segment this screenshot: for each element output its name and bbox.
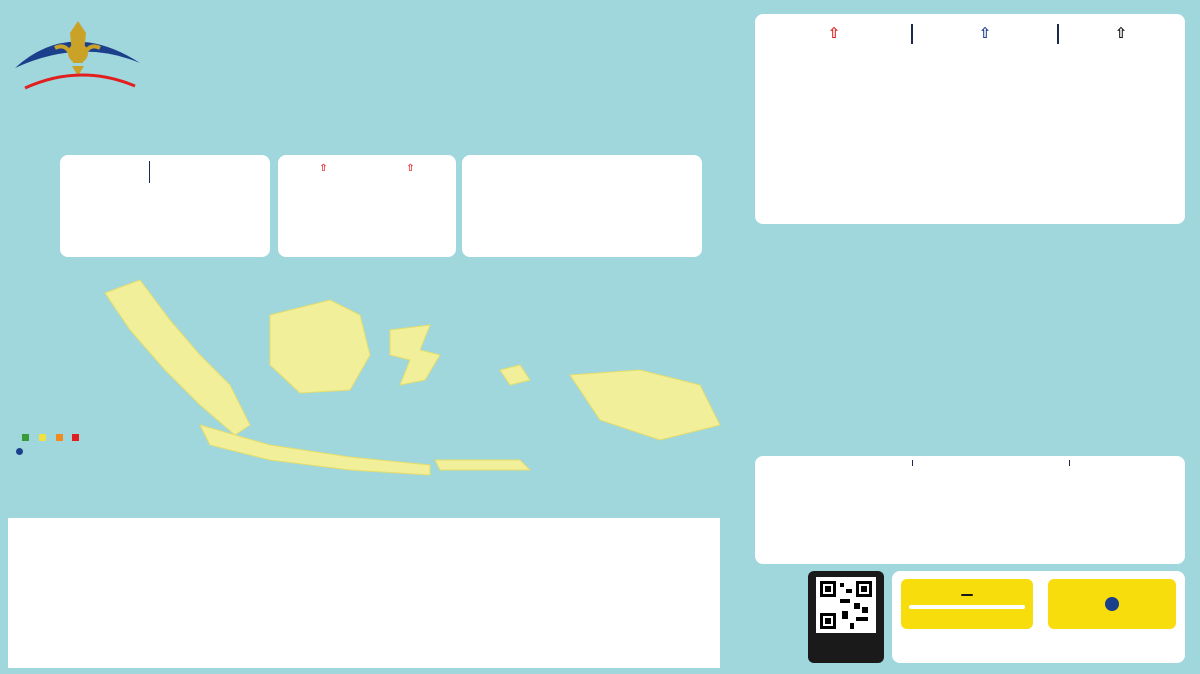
qr-code-icon[interactable]: [816, 577, 876, 633]
legend-swatch-yellow: [39, 434, 46, 441]
map-papua: [570, 370, 720, 440]
legend-items: [16, 434, 276, 442]
world-panel: [755, 225, 1185, 453]
almatkes-heading: [464, 161, 582, 181]
dana-panel: [755, 456, 1185, 564]
legend-swatch-red: [72, 434, 79, 441]
qr-card: [808, 571, 884, 663]
arrow-up-icon: ⇧: [406, 163, 415, 174]
ppkm-heading: [150, 161, 268, 183]
arrow-up-icon: ⇧: [978, 25, 992, 42]
map-legend: [16, 432, 276, 456]
map-sulawesi: [390, 325, 440, 385]
legend-circle-icon: [16, 448, 23, 455]
relawan-heading: [582, 161, 700, 181]
legend-swatch-green: [22, 434, 29, 441]
daily-chart-svg: [8, 518, 720, 668]
situs-label: [961, 594, 973, 596]
jumlah-panel: [755, 14, 1185, 224]
map-maluku: [500, 365, 530, 385]
pcr-orang-increase: [319, 163, 327, 174]
meninggal-increase: [1059, 24, 1183, 42]
gugus-tugas-heading: [62, 161, 149, 183]
covid-url-link[interactable]: [909, 605, 1025, 609]
garuda-emblem-icon: [10, 8, 145, 108]
konfirmasi-increase: [757, 24, 911, 42]
indonesia-map: [100, 275, 740, 490]
phone-icon: [1105, 597, 1119, 611]
sembuh-increase: [913, 24, 1057, 42]
daerah-panel: [60, 155, 270, 257]
arrow-up-icon: ⇧: [827, 25, 841, 42]
situs-resmi-badge[interactable]: [901, 579, 1033, 629]
map-sumatra: [105, 280, 250, 435]
task-force-logo: [10, 8, 145, 138]
arrow-up-icon: ⇧: [319, 163, 328, 174]
legend-swatch-orange: [56, 434, 63, 441]
map-kalimantan: [270, 300, 370, 393]
map-nusa-tenggara: [435, 460, 530, 470]
daily-chart: [8, 518, 720, 668]
info-covid-panel: [892, 571, 1185, 663]
call-center-badge[interactable]: [1048, 579, 1176, 629]
arrow-up-icon: ⇧: [1114, 25, 1128, 42]
pcr-spesimen-increase: [406, 163, 414, 174]
pcr-panel: [278, 155, 456, 257]
logistik-panel: [462, 155, 702, 257]
